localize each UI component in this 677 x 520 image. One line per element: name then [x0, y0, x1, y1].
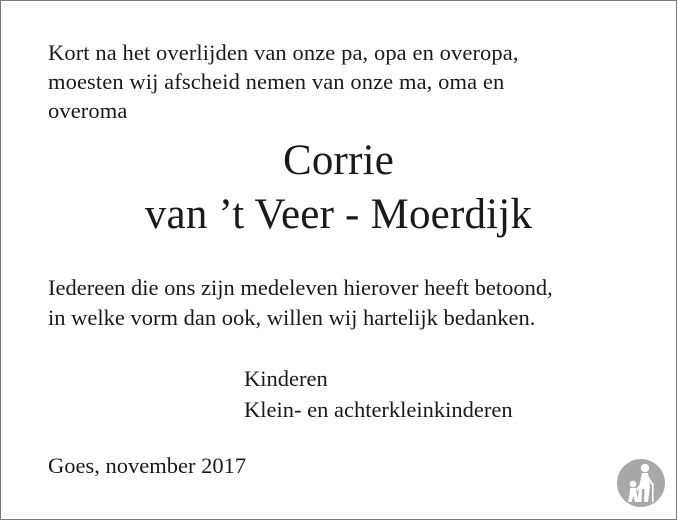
place-date: Goes, november 2017	[48, 453, 247, 478]
intro-paragraph	[48, 38, 638, 125]
memorial-figure-icon	[615, 457, 667, 509]
deceased-full-name: van ’t Veer - Moerdijk	[144, 191, 533, 238]
intro-line-2: moesten wij afscheid nemen van onze ma, oma en	[48, 69, 505, 94]
thanks-line-1: Iedereen die ons zijn medeleven hierover heeft betoond,	[48, 275, 553, 300]
signers-block	[244, 363, 513, 425]
intro-line-1: Kort na het overlijden van onze pa, opa en overopa,	[48, 40, 519, 65]
signers-line-2: Klein- en achterkleinkinderen	[244, 397, 513, 422]
deceased-first-name: Corrie	[282, 137, 395, 184]
intro-line-3: overoma	[48, 98, 128, 123]
thanks-line-2: in welke vorm dan ook, willen wij hartelijk bedanken.	[48, 305, 536, 330]
signers-line-1: Kinderen	[244, 366, 328, 391]
thanks-paragraph	[48, 273, 638, 333]
